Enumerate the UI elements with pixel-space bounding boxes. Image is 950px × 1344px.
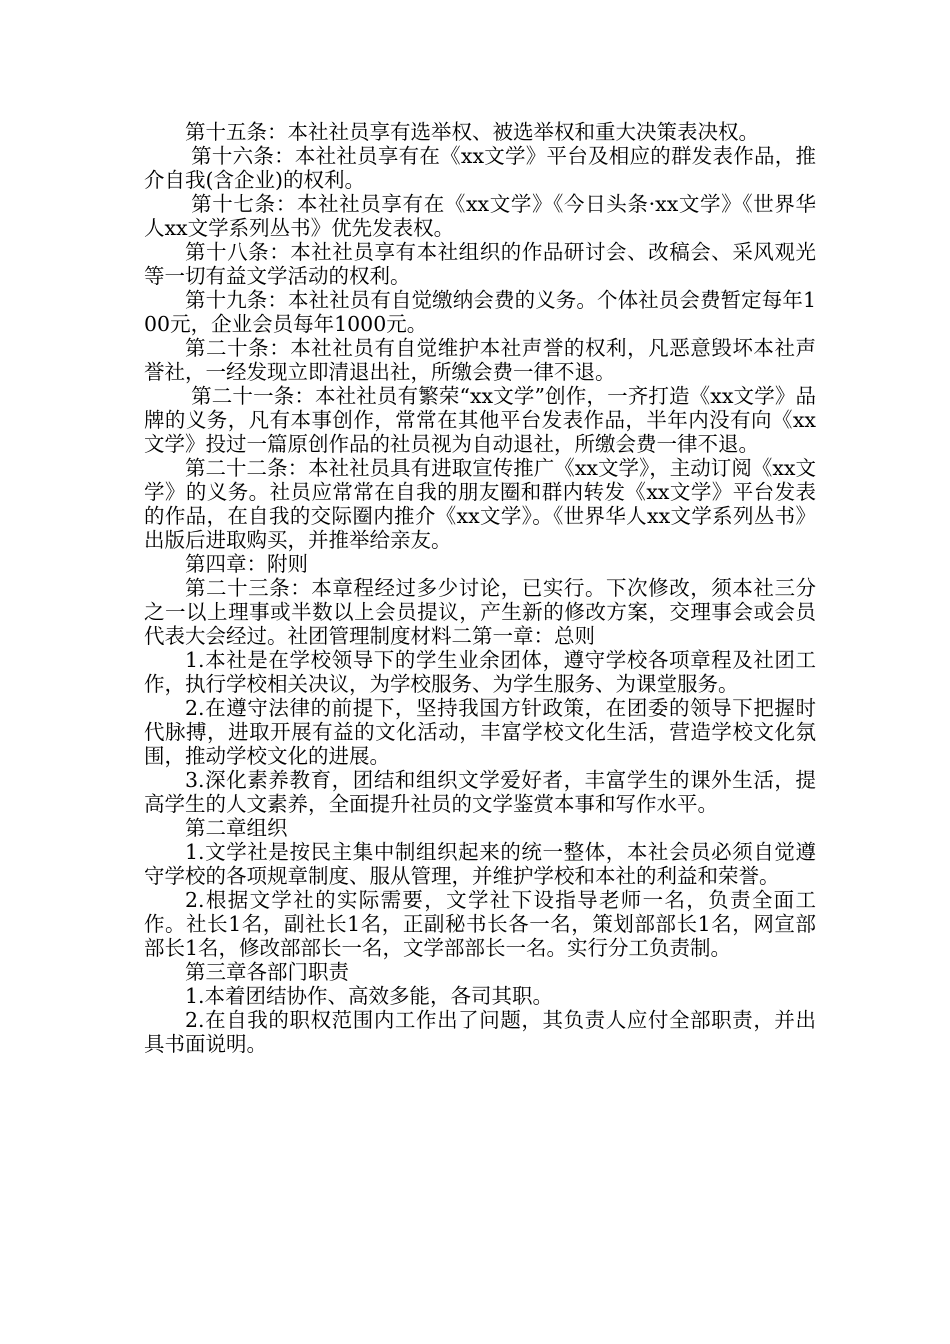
article-22: 第二十二条：本社社员具有进取宣传推广《xx文学》，主动订阅《xx文学》的义务。社员应常常在自我的朋友圈和群内转发《xx文学》平台发表的作品，在自我的交际圈内推介《xx文学》。《世界华人xx文学系列丛书》出版后进取购买，并推举给亲友。 xyxy=(144,456,816,552)
chapter-4-heading: 第四章：附则 xyxy=(185,552,308,576)
organization-item-1: 1.文学社是按民主集中制组织起来的统一整体，本社会员必须自觉遵守学校的各项规章制度、服从管理，并维护学校和本社的利益和荣誉。 xyxy=(144,840,816,888)
chapter-3-heading: 第三章各部门职责 xyxy=(185,960,349,984)
general-item-2: 2.在遵守法律的前提下，坚持我国方针政策，在团委的领导下把握时代脉搏，进取开展有益的文化活动，丰富学校文化生活，营造学校文化氛围，推动学校文化的进展。 xyxy=(144,696,816,768)
chapter-2-heading: 第二章组织 xyxy=(185,816,288,840)
article-20: 第二十条：本社社员有自觉维护本社声誉的权利，凡恶意毁坏本社声誉社，一经发现立即清退出社，所缴会费一律不退。 xyxy=(144,336,816,384)
article-17: 第十七条：本社社员享有在《xx文学》《今日头条·xx文学》《世界华人xx文学系列丛书》优先发表权。 xyxy=(144,192,816,240)
general-item-1: 1.本社是在学校领导下的学生业余团体，遵守学校各项章程及社团工作，执行学校相关决议，为学校服务、为学生服务、为课堂服务。 xyxy=(144,648,816,696)
duty-item-1: 1.本着团结协作、高效多能，各司其职。 xyxy=(185,984,554,1008)
article-16: 第十六条：本社社员享有在《xx文学》平台及相应的群发表作品，推介自我(含企业)的权利。 xyxy=(144,144,816,192)
article-15: 第十五条：本社社员享有选举权、被选举权和重大决策表决权。 xyxy=(185,120,759,144)
organization-item-2: 2.根据文学社的实际需要，文学社下设指导老师一名，负责全面工作。社长1名，副社长1名，正副秘书长各一名，策划部部长1名，网宣部部长1名，修改部部长一名，文学部部长一名。实行分工负责制。 xyxy=(144,888,816,960)
article-19: 第十九条：本社社员有自觉缴纳会费的义务。个体社员会费暂定每年100元，企业会员每年1000元。 xyxy=(144,288,816,336)
article-21: 第二十一条：本社社员有繁荣“xx文学”创作，一齐打造《xx文学》品牌的义务，凡有本事创作，常常在其他平台发表作品，半年内没有向《xx文学》投过一篇原创作品的社员视为自动退社，所缴会费一律不退。 xyxy=(144,384,816,456)
duty-item-2: 2.在自我的职权范围内工作出了问题，其负责人应付全部职责，并出具书面说明。 xyxy=(144,1008,816,1056)
general-item-3: 3.深化素养教育，团结和组织文学爱好者，丰富学生的课外生活，提高学生的人文素养，全面提升社员的文学鉴赏本事和写作水平。 xyxy=(144,768,816,816)
article-23: 第二十三条：本章程经过多少讨论，已实行。下次修改，须本社三分之一以上理事或半数以上会员提议，产生新的修改方案，交理事会或会员代表大会经过。社团管理制度材料二第一章：总则 xyxy=(144,576,816,648)
document-page xyxy=(144,120,816,1056)
article-18: 第十八条：本社社员享有本社组织的作品研讨会、改稿会、采风观光等一切有益文学活动的权利。 xyxy=(144,240,816,288)
